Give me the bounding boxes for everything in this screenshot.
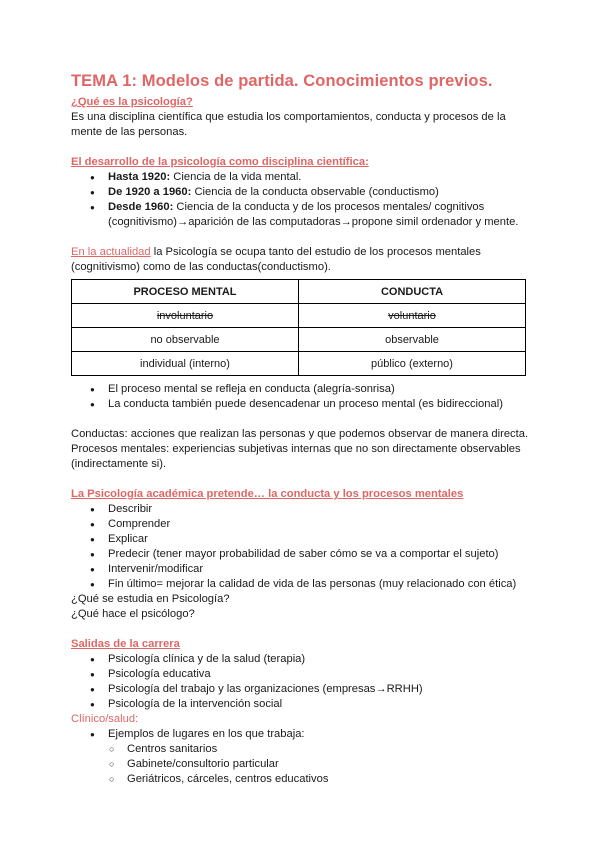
column-header-mental-process: PROCESO MENTAL <box>72 280 299 304</box>
comparison-table <box>71 279 526 376</box>
list-item: ● Psicología de la intervención social <box>90 697 531 712</box>
list-item: ● Describir <box>90 502 531 517</box>
careers-list <box>71 652 531 712</box>
table-cell: individual (interno) <box>72 352 299 376</box>
list-item: ○ Gabinete/consultorio particular <box>109 757 531 772</box>
table-cell: público (externo) <box>299 352 526 376</box>
list-item: ● Hasta 1920: Ciencia de la vida mental. <box>90 170 531 185</box>
definition-conducts: Conductas: acciones que realizan las personas y que podemos observar de manera directa. <box>71 428 529 440</box>
table-cell: involuntario <box>72 304 299 328</box>
list-item: ● Ejemplos de lugares en los que trabaja: <box>90 727 531 742</box>
list-item: ● Psicología del trabajo y las organizaciones (empresas→RRHH) <box>90 682 531 697</box>
academic-goals-list <box>71 502 531 592</box>
question-psychologist: ¿Qué hace el psicólogo? <box>71 608 195 620</box>
table-header-row <box>72 280 526 304</box>
table-row <box>72 328 526 352</box>
heading-academic: La Psicología académica pretende… la conducta y los procesos mentales <box>71 488 464 500</box>
list-item: ● De 1920 a 1960: Ciencia de la conducta observable (conductismo) <box>90 185 531 200</box>
column-header-conduct: CONDUCTA <box>299 280 526 304</box>
list-item: ○ Geriátricos, cárceles, centros educativos <box>109 772 531 787</box>
heading-what-is-psychology: ¿Qué es la psicología? <box>71 96 193 108</box>
list-item: ○ Centros sanitarios <box>109 742 531 757</box>
heading-careers: Salidas de la carrera <box>71 638 180 650</box>
list-item: ● El proceso mental se refleja en conducta (alegría-sonrisa) <box>90 382 531 397</box>
development-list <box>71 170 531 230</box>
list-item: ● Intervenir/modificar <box>90 562 531 577</box>
table-row <box>72 304 526 328</box>
current-label: En la actualidad <box>71 246 151 258</box>
clinical-label: Clínico/salud: <box>71 713 139 725</box>
current-psychology-paragraph: En la actualidad la Psicología se ocupa tanto del estudio de los procesos mentales (cognitivismo) como de las conductas(conductismo). <box>71 246 481 273</box>
list-item: ● Explicar <box>90 532 531 547</box>
list-item: ● Psicología clínica y de la salud (terapia) <box>90 652 531 667</box>
workplaces-list <box>71 742 531 787</box>
list-item: ● Psicología educativa <box>90 667 531 682</box>
list-item: ● Fin último= mejorar la calidad de vida de las personas (muy relacionado con ética) <box>90 577 531 592</box>
list-item: ● La conducta también puede desencadenar un proceso mental (es bidireccional) <box>90 397 531 412</box>
definition-mental-processes: Procesos mentales: experiencias subjetivas internas que no son directamente observables (indirectamente si). <box>71 443 521 470</box>
list-item: ● Comprender <box>90 517 531 532</box>
list-item: ● Desde 1960: Ciencia de la conducta y de los procesos mentales/ cognitivos (cognitivismo)→aparición de las computadoras→propone simil ordenador y mente. <box>90 200 531 230</box>
examples-list <box>71 727 531 742</box>
question-study: ¿Qué se estudia en Psicología? <box>71 593 230 605</box>
table-cell: no observable <box>72 328 299 352</box>
definition-psychology: Es una disciplina científica que estudia los comportamientos, conducta y procesos de la mente de las personas. <box>71 111 506 138</box>
table-row <box>72 352 526 376</box>
table-notes-list <box>71 382 531 412</box>
list-item: ● Predecir (tener mayor probabilidad de saber cómo se va a comportar el sujeto) <box>90 547 531 562</box>
document-page <box>71 72 531 787</box>
page-title: TEMA 1: Modelos de partida. Conocimientos previos. <box>71 72 493 90</box>
table-cell: observable <box>299 328 526 352</box>
table-cell: voluntario <box>299 304 526 328</box>
heading-development: El desarrollo de la psicología como disciplina científica: <box>71 156 369 168</box>
